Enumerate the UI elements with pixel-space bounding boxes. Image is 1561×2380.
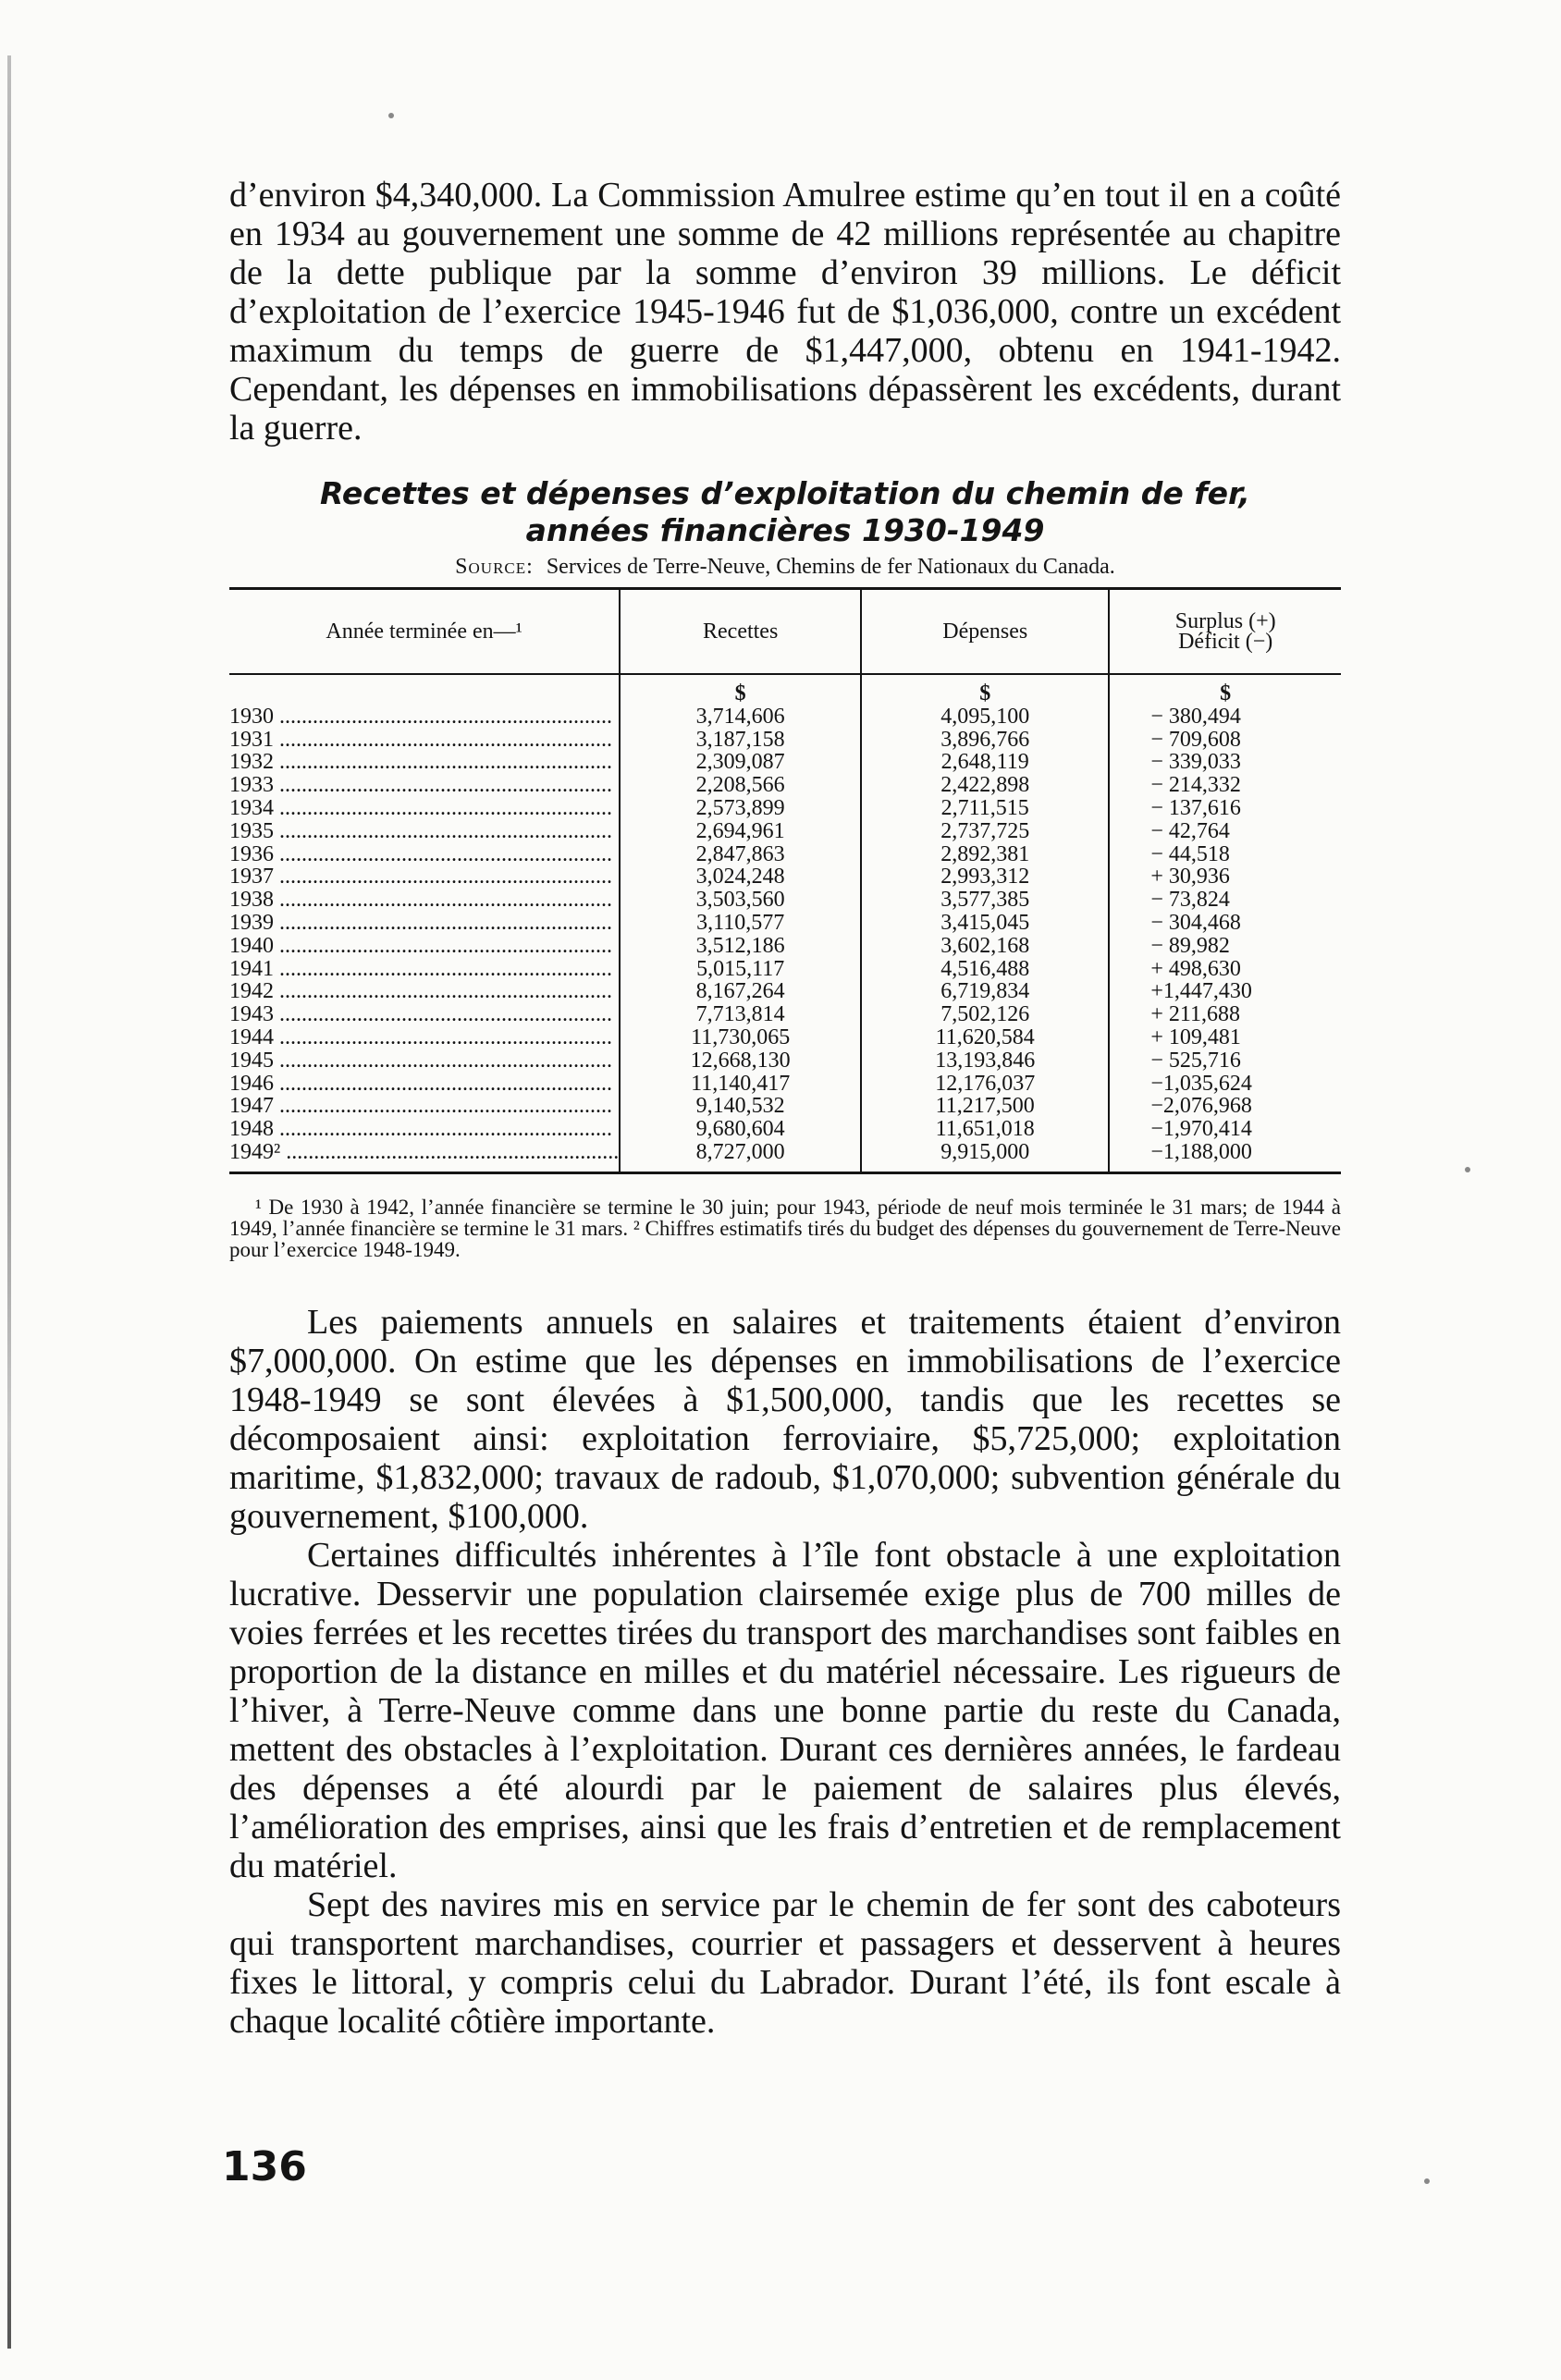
row-receipts: 3,512,186 (620, 935, 861, 958)
unit-row (229, 674, 1341, 705)
source-label: Source: (455, 555, 534, 579)
row-year (229, 843, 620, 866)
table-row (229, 1049, 1341, 1073)
row-year (229, 1141, 620, 1172)
dot-leader: ............................................................ (274, 1072, 612, 1096)
dot-leader: ............................................................ (274, 819, 612, 843)
dot-leader: ............................................................ (274, 1095, 612, 1119)
row-surplus: − 44,518 (1109, 843, 1341, 866)
table-row (229, 1095, 1341, 1118)
row-surplus: − 73,824 (1109, 889, 1341, 912)
table-row (229, 774, 1341, 797)
intro-paragraph: d’environ $4,340,000. La Commission Amulree estime qu’en tout il en a coûté en 1934 au gouvernement une somme de 42 millions représentée au chapitre de la dette publique par la somme d’environ 39 millions. Le déficit d’exploitation de l’exercice 1945-1946 fut de $1,036,000, contre un excédent maximum du temps de guerre de $1,447,000, obtenu en 1941-1942. Cependant, les dépenses en immobilisations dépassèrent les excédents, durant la guerre. (229, 176, 1341, 448)
row-receipts: 12,668,130 (620, 1049, 861, 1073)
body-paragraphs (229, 1303, 1341, 2041)
dot-leader: ............................................................ (274, 889, 612, 912)
row-expenses: 13,193,846 (861, 1049, 1109, 1073)
row-expenses: 3,896,766 (861, 729, 1109, 752)
source-text: Services de Terre-Neuve, Chemins de fer Nationaux du Canada. (546, 555, 1115, 579)
row-expenses: 3,415,045 (861, 912, 1109, 935)
table-row (229, 1118, 1341, 1141)
table-row (229, 843, 1341, 866)
unit-surplus: $ (1109, 674, 1341, 705)
table-row (229, 797, 1341, 820)
row-surplus: + 498,630 (1109, 958, 1341, 981)
row-surplus: − 137,616 (1109, 797, 1341, 820)
table-header-row (229, 589, 1341, 675)
row-receipts: 3,714,606 (620, 705, 861, 729)
table-row (229, 705, 1341, 729)
row-expenses: 6,719,834 (861, 980, 1109, 1003)
row-year (229, 820, 620, 843)
table-row (229, 889, 1341, 912)
row-expenses: 9,915,000 (861, 1141, 1109, 1172)
row-expenses: 2,993,312 (861, 865, 1109, 889)
dot-leader: ............................................................ (274, 1003, 612, 1026)
table-row (229, 1026, 1341, 1049)
row-receipts: 11,730,065 (620, 1026, 861, 1049)
header-surplus-line1: Surplus (+) (1174, 609, 1276, 633)
dot-leader: ............................................................ (274, 705, 612, 729)
row-surplus: − 339,033 (1109, 751, 1341, 774)
row-year (229, 1049, 620, 1073)
row-receipts: 2,694,961 (620, 820, 861, 843)
scan-speck (1424, 2178, 1430, 2184)
scan-edge-line (7, 55, 11, 2349)
dot-leader: ............................................................ (274, 934, 612, 958)
row-receipts: 2,847,863 (620, 843, 861, 866)
row-year-label: 1946 (229, 1072, 274, 1096)
dot-leader: ............................................................ (274, 774, 612, 797)
row-expenses: 2,711,515 (861, 797, 1109, 820)
row-year (229, 958, 620, 981)
row-expenses: 11,651,018 (861, 1118, 1109, 1141)
row-year (229, 774, 620, 797)
row-year-label: 1942 (229, 980, 274, 1004)
table-row (229, 980, 1341, 1003)
row-surplus: + 211,688 (1109, 1003, 1341, 1026)
row-year-label: 1945 (229, 1049, 274, 1073)
row-expenses: 11,620,584 (861, 1026, 1109, 1049)
row-year-label: 1934 (229, 796, 274, 820)
row-year (229, 729, 620, 752)
table-title-line1: Recettes et dépenses d’exploitation du chemin de fer, (320, 475, 1250, 511)
row-year (229, 865, 620, 889)
row-expenses: 12,176,037 (861, 1073, 1109, 1096)
row-expenses: 2,648,119 (861, 751, 1109, 774)
row-year-label: 1943 (229, 1003, 274, 1026)
dot-leader: ............................................................ (274, 1025, 612, 1049)
row-year-label: 1941 (229, 957, 274, 981)
table-row (229, 912, 1341, 935)
row-year-label: 1935 (229, 819, 274, 843)
paragraph-ships: Sept des navires mis en service par le chemin de fer sont des caboteurs qui transportent marchandises, courrier et passagers et desservent à heures fixes le littoral, y compris celui du Labrador. Durant l’été, ils font escale à chaque localité côtière importante. (229, 1884, 1341, 2041)
row-surplus: +1,447,430 (1109, 980, 1341, 1003)
table-row (229, 1141, 1341, 1172)
header-expenses: Dépenses (861, 589, 1109, 675)
row-expenses: 4,095,100 (861, 705, 1109, 729)
row-surplus: −1,970,414 (1109, 1118, 1341, 1141)
row-year-label: 1949² (229, 1140, 281, 1164)
table-source (229, 555, 1341, 580)
table-row (229, 1073, 1341, 1096)
row-year-label: 1931 (229, 728, 274, 752)
row-receipts: 8,167,264 (620, 980, 861, 1003)
row-receipts: 9,680,604 (620, 1118, 861, 1141)
row-year-label: 1947 (229, 1095, 274, 1119)
dot-leader: ............................................................ (274, 751, 612, 775)
table-footnotes: ¹ De 1930 à 1942, l’année financière se termine le 30 juin; pour 1943, période de neuf mois terminée le 31 mars; de 1944 à 1949, l’année financière se termine le 31 mars. ² Chiffres estimatifs tirés du budget des dépenses du gouvernement de Terre-Neuve pour l’exercice 1948-1949. (229, 1195, 1341, 1261)
railway-finance-table (229, 587, 1341, 1174)
row-receipts: 3,110,577 (620, 912, 861, 935)
row-expenses: 2,737,725 (861, 820, 1109, 843)
row-surplus: −1,188,000 (1109, 1141, 1341, 1172)
row-year-label: 1948 (229, 1118, 274, 1141)
table-row (229, 820, 1341, 843)
table-row (229, 958, 1341, 981)
row-receipts: 3,024,248 (620, 865, 861, 889)
document-page (229, 176, 1341, 2041)
header-year: Année terminée en—¹ (229, 589, 620, 675)
unit-expenses: $ (861, 674, 1109, 705)
row-year-label: 1933 (229, 774, 274, 797)
row-receipts: 9,140,532 (620, 1095, 861, 1118)
row-year-label: 1940 (229, 934, 274, 958)
row-surplus: − 42,764 (1109, 820, 1341, 843)
dot-leader: ............................................................ (274, 1049, 612, 1073)
table-title-line2: années financières 1930-1949 (525, 512, 1045, 548)
row-receipts: 2,573,899 (620, 797, 861, 820)
scan-speck (1465, 1167, 1470, 1172)
dot-leader: ............................................................ (274, 796, 612, 820)
dot-leader: ............................................................ (274, 865, 612, 889)
row-receipts: 5,015,117 (620, 958, 861, 981)
row-year (229, 1073, 620, 1096)
row-year (229, 889, 620, 912)
row-receipts: 7,713,814 (620, 1003, 861, 1026)
unit-year-cell (229, 674, 620, 705)
row-expenses: 7,502,126 (861, 1003, 1109, 1026)
table-body (229, 674, 1341, 1172)
row-year (229, 1003, 620, 1026)
row-year-label: 1938 (229, 889, 274, 912)
row-year (229, 912, 620, 935)
row-expenses: 3,602,168 (861, 935, 1109, 958)
dot-leader: ............................................................ (274, 980, 612, 1004)
row-year-label: 1930 (229, 705, 274, 729)
table-row (229, 751, 1341, 774)
scan-speck (388, 113, 394, 118)
row-receipts: 3,503,560 (620, 889, 861, 912)
paragraph-difficulties: Certaines difficultés inhérentes à l’île font obstacle à une exploitation lucrative. Desservir une population clairsemée exige plus de 700 milles de voies ferrées et les recettes tirées du transport des marchandises sont faibles en proportion de la distance en milles et du matériel nécessaire. Les rigueurs de l’hiver, à Terre-Neuve comme dans une bonne partie du reste du Canada, mettent des obstacles à l’exploitation. Durant ces dernières années, le fardeau des dépenses a été alourdi par le paiement de salaires plus élevés, l’amélioration des emprises, ainsi que les frais d’entretien et de remplacement du matériel. (229, 1535, 1341, 1885)
row-expenses: 2,422,898 (861, 774, 1109, 797)
table-caption (229, 475, 1341, 580)
row-year (229, 1118, 620, 1141)
dot-leader: ............................................................ (274, 957, 612, 981)
dot-leader: ............................................................ (274, 728, 612, 752)
row-expenses: 2,892,381 (861, 843, 1109, 866)
table-row (229, 729, 1341, 752)
row-surplus: + 109,481 (1109, 1026, 1341, 1049)
row-year (229, 705, 620, 729)
row-year (229, 797, 620, 820)
row-year-label: 1932 (229, 751, 274, 775)
header-receipts: Recettes (620, 589, 861, 675)
row-year-label: 1937 (229, 865, 274, 889)
row-surplus: − 380,494 (1109, 705, 1341, 729)
row-expenses: 11,217,500 (861, 1095, 1109, 1118)
row-surplus: − 214,332 (1109, 774, 1341, 797)
row-year (229, 1026, 620, 1049)
row-surplus: − 304,468 (1109, 912, 1341, 935)
dot-leader: ............................................................ (274, 1118, 612, 1141)
row-year (229, 935, 620, 958)
header-surplus (1109, 589, 1341, 675)
dot-leader: ............................................................ (274, 911, 612, 935)
row-receipts: 3,187,158 (620, 729, 861, 752)
header-surplus-line2: Déficit (−) (1178, 630, 1273, 654)
row-year (229, 980, 620, 1003)
row-receipts: 11,140,417 (620, 1073, 861, 1096)
table-row (229, 935, 1341, 958)
row-surplus: −1,035,624 (1109, 1073, 1341, 1096)
row-receipts: 2,208,566 (620, 774, 861, 797)
row-surplus: − 525,716 (1109, 1049, 1341, 1073)
row-year-label: 1936 (229, 842, 274, 866)
dot-leader: ............................................................ (280, 1140, 620, 1164)
row-year-label: 1944 (229, 1025, 274, 1049)
row-year (229, 1095, 620, 1118)
row-surplus: − 89,982 (1109, 935, 1341, 958)
paragraph-salaries: Les paiements annuels en salaires et traitements étaient d’environ $7,000,000. On estime que les dépenses en immobilisations de l’exercice 1948-1949 se sont élevées à $1,500,000, tandis que les recettes se décomposaient ainsi: exploitation ferroviaire, $5,725,000; exploitation maritime, $1,832,000; travaux de radoub, $1,070,000; subvention générale du gouvernement, $100,000. (229, 1302, 1341, 1536)
row-receipts: 2,309,087 (620, 751, 861, 774)
row-surplus: + 30,936 (1109, 865, 1341, 889)
table-row (229, 1003, 1341, 1026)
dot-leader: ............................................................ (274, 842, 612, 866)
row-expenses: 3,577,385 (861, 889, 1109, 912)
row-year-label: 1939 (229, 911, 274, 935)
row-year (229, 751, 620, 774)
row-expenses: 4,516,488 (861, 958, 1109, 981)
table-row (229, 865, 1341, 889)
row-surplus: −2,076,968 (1109, 1095, 1341, 1118)
page-number: 136 (222, 2143, 307, 2190)
unit-receipts: $ (620, 674, 861, 705)
row-surplus: − 709,608 (1109, 729, 1341, 752)
row-receipts: 8,727,000 (620, 1141, 861, 1172)
